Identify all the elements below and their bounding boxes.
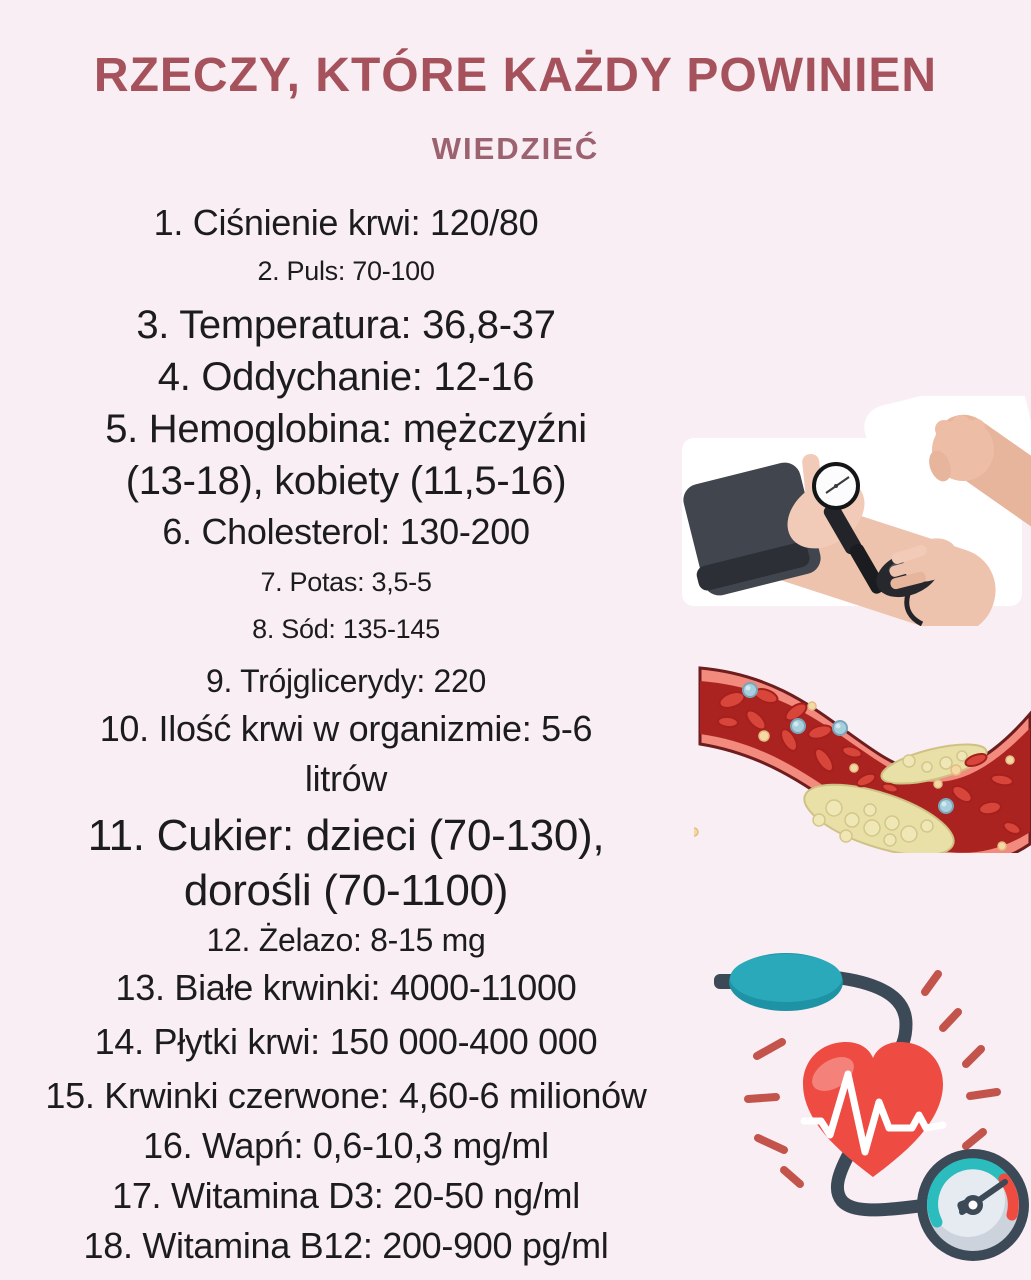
list-item-line: 11. Cukier: dzieci (70-130), (87, 811, 605, 860)
heart-shape (803, 1042, 943, 1177)
list-item-line: 6. Cholesterol: 130-200 (162, 511, 530, 552)
pump-bulb (714, 953, 843, 1011)
list-item (0, 252, 692, 291)
list-item-line: 18. Witamina B12: 200-900 pg/ml (83, 1225, 609, 1266)
list-item (0, 563, 692, 602)
list-item-line: 9. Trójglicerydy: 220 (205, 663, 487, 699)
list-item-line: 5. Hemoglobina: mężczyźni (105, 407, 587, 451)
list-item-line: 3. Temperatura: 36,8-37 (136, 303, 556, 347)
heart-ekg-gauge-illustration (700, 928, 1031, 1280)
list-item-line: litrów (304, 758, 388, 799)
page-title: RZECZY, KTÓRE KAŻDY POWINIEN (93, 49, 938, 102)
list-item (0, 299, 692, 351)
health-values-list (0, 198, 692, 1271)
list-item (0, 1121, 692, 1171)
list-item (0, 659, 692, 704)
list-item-line: 12. Żelazo: 8-15 mg (206, 922, 486, 958)
list-item (0, 963, 692, 1013)
list-item (0, 918, 692, 963)
list-item-line: 10. Ilość krwi w organizmie: 5-6 (99, 708, 593, 749)
list-item (0, 808, 692, 918)
blood-pressure-photo-illustration (676, 396, 1031, 626)
list-item-line: 13. Białe krwinki: 4000-11000 (115, 967, 577, 1008)
list-item (0, 507, 692, 557)
page-subtitle: WIEDZIEĆ (431, 131, 600, 166)
list-item (0, 403, 692, 507)
list-item-line: 1. Ciśnienie krwi: 120/80 (153, 202, 539, 243)
list-item (0, 198, 692, 248)
list-item (0, 1071, 692, 1121)
pressure-gauge (917, 1149, 1029, 1261)
list-item-line: 8. Sód: 135-145 (252, 614, 440, 644)
list-item-line: 14. Płytki krwi: 150 000-400 000 (94, 1021, 598, 1062)
list-item-line: dorośli (70-1100) (183, 866, 509, 915)
list-item-line: (13-18), kobiety (11,5-16) (125, 459, 567, 503)
list-item-line: 16. Wapń: 0,6-10,3 mg/ml (143, 1125, 549, 1166)
list-item (0, 1017, 692, 1067)
list-item (0, 704, 692, 804)
list-item-line: 17. Witamina D3: 20-50 ng/ml (112, 1175, 580, 1216)
artery-cholesterol-illustration (694, 648, 1031, 853)
list-item (0, 610, 692, 649)
list-item-line: 7. Potas: 3,5-5 (260, 567, 432, 597)
list-item-line: 4. Oddychanie: 12-16 (157, 355, 535, 399)
list-item-line: 15. Krwinki czerwone: 4,60-6 milionów (45, 1075, 647, 1116)
list-item (0, 1171, 692, 1221)
list-item-line: 2. Puls: 70-100 (257, 256, 435, 286)
list-item (0, 351, 692, 403)
list-item (0, 1221, 692, 1271)
